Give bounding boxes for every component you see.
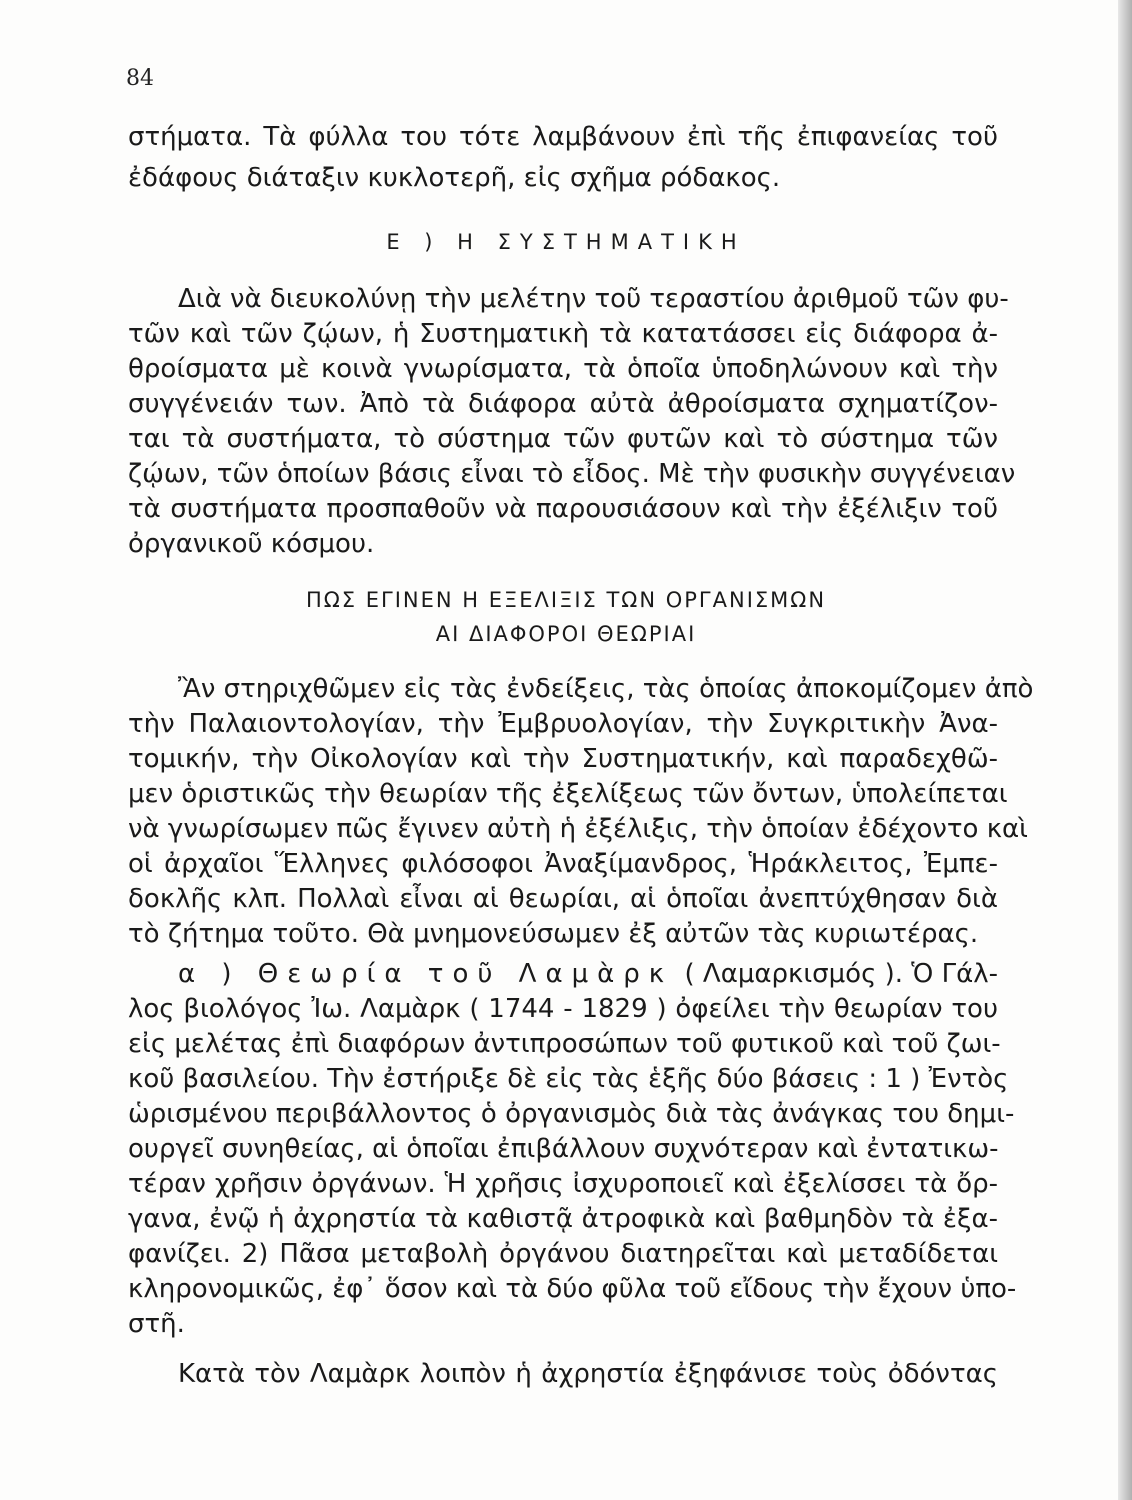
text-line: κοῦ βασιλείου. Τὴν ἐστήριξε δὲ εἰς τὰς ἑξῆς δύο βάσεις : 1 ) Ἐντὸς [128, 1064, 1009, 1094]
text-line: συγγένειάν των. Ἀπὸ τὰ διάφορα αὐτὰ ἀθροίσματα σχηματίζον- [128, 389, 998, 419]
text-line: θροίσματα μὲ κοινὰ γνωρίσματα, τὰ ὁποῖα ὑποδηλώνουν καὶ τὴν [128, 354, 998, 384]
text-line: ται τὰ συστήματα, τὸ σύστημα τῶν φυτῶν καὶ τὸ σύστημα τῶν [128, 424, 998, 454]
text-line: στήματα. Τὰ φύλλα του τότε λαμβάνουν ἐπὶ τῆς ἐπιφανείας τοῦ [128, 122, 998, 152]
text-line: λος βιολόγος Ἰω. Λαμὰρκ ( 1744 - 1829 ) ὀφείλει τὴν θεωρίαν του [128, 994, 998, 1024]
text-line: Κατὰ τὸν Λαμὰρκ λοιπὸν ἡ ἀχρηστία ἐξηφάνισε τοὺς ὀδόντας [178, 1359, 998, 1389]
section-subheading: ΑΙ ΔΙΑΦΟΡΟΙ ΘΕΩΡΙΑΙ [435, 622, 697, 646]
text-line: νὰ γνωρίσωμεν πῶς ἔγινεν αὐτὴ ἡ ἐξέλιξις, τὴν ὁποίαν ἐδέχοντο καὶ [128, 814, 1028, 844]
text-line: τὰ συστήματα προσπαθοῦν νὰ παρουσιάσουν καὶ τὴν ἐξέλιξιν τοῦ [128, 494, 998, 524]
text-fragment: ( Λαμαρκισμός ). Ὁ Γάλ- [684, 959, 998, 989]
text-line: ὀργανικοῦ κόσμου. [128, 529, 375, 559]
text-line: τομικήν, τὴν Οἰκολογίαν καὶ τὴν Συστηματικήν, καὶ παραδεχθῶ- [128, 744, 998, 774]
text-line: ουργεῖ συνηθείας, αἱ ὁποῖαι ἐπιβάλλουν συχνότεραν καὶ ἐντατικω- [128, 1134, 999, 1164]
section-heading: Ε ) Η ΣΥΣΤΗΜΑΤΙΚΗ [386, 230, 746, 254]
lamarck-theory-title: α ) Θεωρία τοῦ Λαμὰρκ [178, 959, 674, 989]
section-heading: ΠΩΣ ΕΓΙΝΕΝ Η ΕΞΕΛΙΞΙΣ ΤΩΝ ΟΡΓΑΝΙΣΜΩΝ [305, 588, 827, 612]
page-number: 84 [126, 66, 154, 91]
text-line: μεν ὁριστικῶς τὴν θεωρίαν τῆς ἐξελίξεως τῶν ὄντων, ὑπολείπεται [128, 779, 1008, 809]
text-line: κληρονομικῶς, ἐφ᾽ ὅσον καὶ τὰ δύο φῦλα τοῦ εἴδους τὴν ἔχουν ὑπο- [128, 1274, 1017, 1304]
text-line: τῶν καὶ τῶν ζῴων, ἡ Συστηματικὴ τὰ κατατάσσει εἰς διάφορα ἀ- [128, 319, 998, 349]
text-line: ὡρισμένου περιβάλλοντος ὁ ὀργανισμὸς διὰ τὰς ἀνάγκας του δημι- [128, 1099, 1015, 1129]
text-line: τέραν χρῆσιν ὀργάνων. Ἡ χρῆσις ἰσχυροποιεῖ καὶ ἐξελίσσει τὰ ὄρ- [128, 1169, 998, 1199]
text-line: Ἂν στηριχθῶμεν εἰς τὰς ἐνδείξεις, τὰς ὁποίας ἀποκομίζομεν ἀπὸ [178, 674, 1034, 704]
page-edge-shadow [1118, 0, 1132, 1500]
text-line: τὴν Παλαιοντολογίαν, τὴν Ἐμβρυολογίαν, τὴν Συγκριτικὴν Ἀνα- [128, 709, 998, 739]
lamarck-first-line [178, 957, 998, 991]
text-line: ζῴων, τῶν ὁποίων βάσις εἶναι τὸ εἶδος. Μὲ τὴν φυσικὴν συγγένειαν [128, 459, 1016, 489]
text-line: φανίζει. 2) Πᾶσα μεταβολὴ ὀργάνου διατηρεῖται καὶ μεταδίδεται [128, 1239, 998, 1269]
text-line: εἰς μελέτας ἐπὶ διαφόρων ἀντιπροσώπων τοῦ φυτικοῦ καὶ τοῦ ζωι- [128, 1029, 1001, 1059]
text-line: Διὰ νὰ διευκολύνῃ τὴν μελέτην τοῦ τεραστίου ἀριθμοῦ τῶν φυ- [178, 284, 1009, 314]
text-line: οἱ ἀρχαῖοι Ἕλληνες φιλόσοφοι Ἀναξίμανδρος, Ἡράκλειτος, Ἐμπε- [128, 849, 998, 879]
text-line: τὸ ζήτημα τοῦτο. Θὰ μνημονεύσωμεν ἐξ αὐτῶν τὰς κυριωτέρας. [128, 919, 979, 949]
text-line: στῆ. [128, 1309, 185, 1339]
text-line: γανα, ἐνῷ ἡ ἀχρηστία τὰ καθιστᾷ ἀτροφικὰ καὶ βαθμηδὸν τὰ ἐξα- [128, 1204, 998, 1234]
text-line: δοκλῆς κλπ. Πολλαὶ εἶναι αἱ θεωρίαι, αἱ ὁποῖαι ἀνεπτύχθησαν διὰ [128, 884, 998, 914]
text-line: ἐδάφους διάταξιν κυκλοτερῆ, εἰς σχῆμα ρόδακος. [128, 163, 781, 193]
